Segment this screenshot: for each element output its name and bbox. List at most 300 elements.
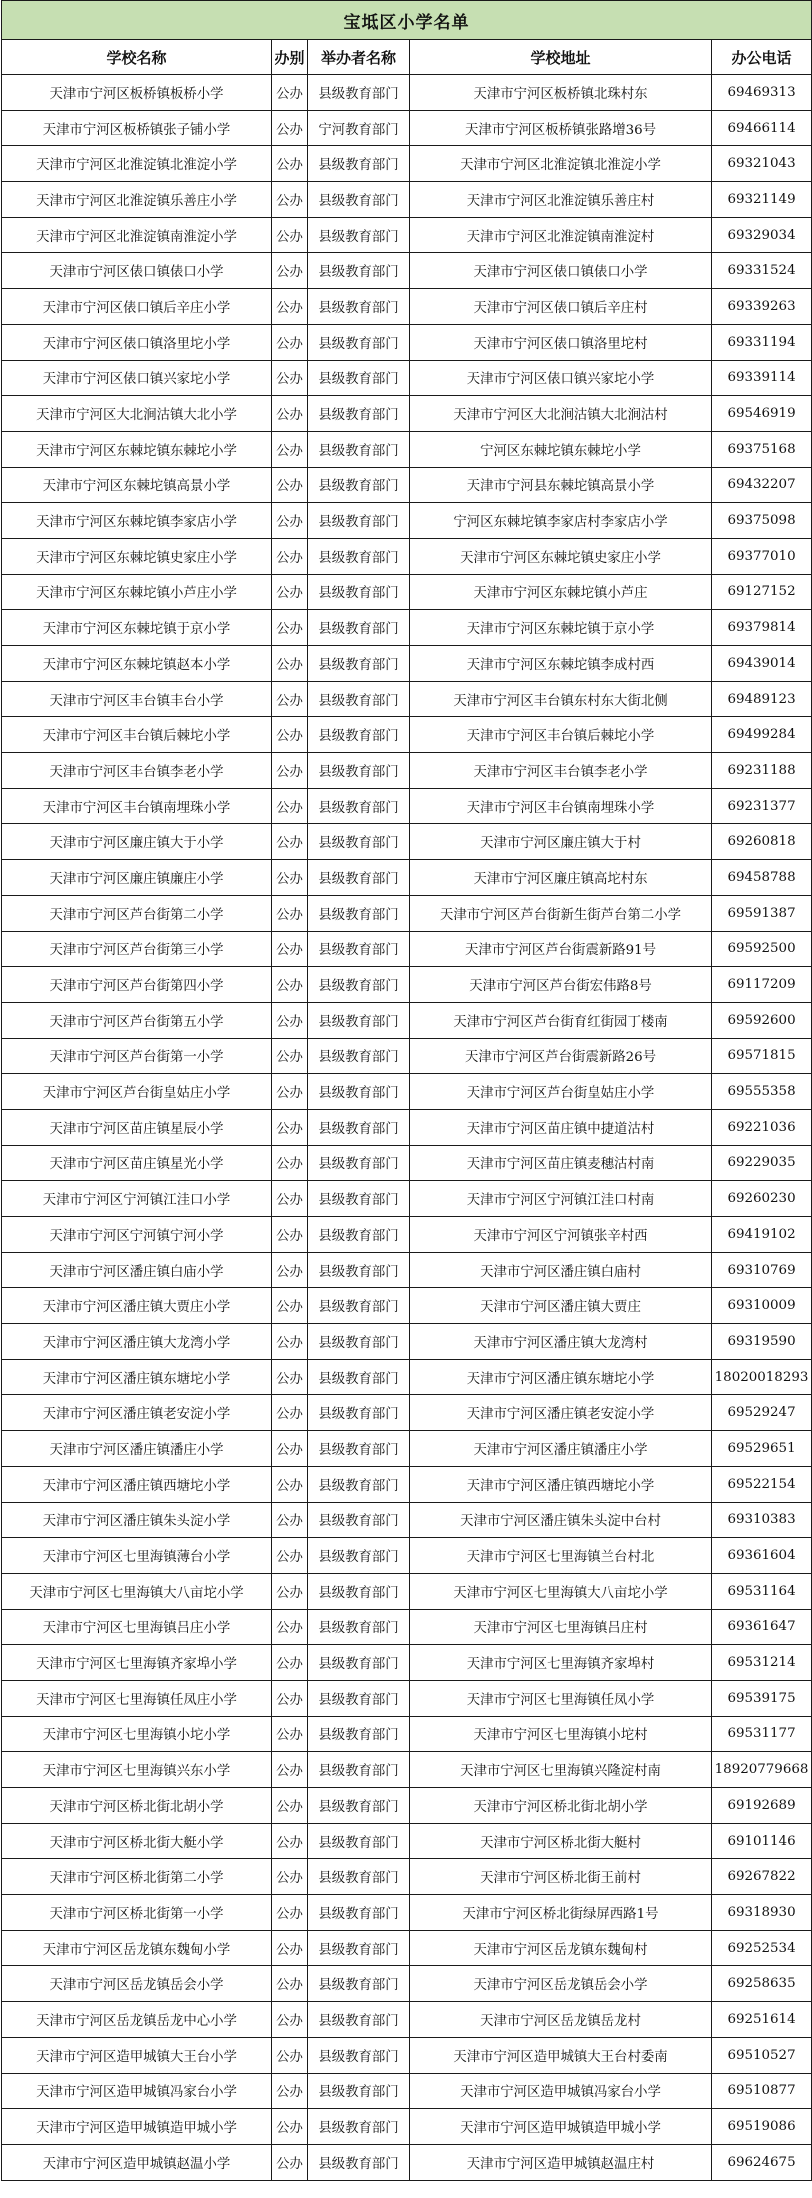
- organizer-cell: 县级教育部门: [308, 467, 410, 503]
- school-name-cell: 天津市宁河区造甲城镇造甲城小学: [2, 2109, 272, 2145]
- phone-cell: 69252534: [712, 1930, 812, 1966]
- school-name-cell: 天津市宁河区芦台街皇姑庄小学: [2, 1074, 272, 1110]
- type-cell: 公办: [272, 1538, 308, 1574]
- phone-cell: 69101146: [712, 1823, 812, 1859]
- table-row: [2, 610, 812, 646]
- school-name-cell: 天津市宁河区俵口镇洛里坨小学: [2, 324, 272, 360]
- phone-cell: 69329034: [712, 217, 812, 253]
- phone-cell: 69489123: [712, 681, 812, 717]
- table-row: [2, 2073, 812, 2109]
- type-cell: 公办: [272, 538, 308, 574]
- header-type: 办别: [272, 40, 308, 75]
- organizer-cell: 县级教育部门: [308, 1680, 410, 1716]
- school-name-cell: 天津市宁河区岳龙镇东魏甸小学: [2, 1930, 272, 1966]
- address-cell: 天津市宁河区俵口镇后辛庄村: [410, 289, 712, 325]
- type-cell: 公办: [272, 110, 308, 146]
- table-row: [2, 467, 812, 503]
- organizer-cell: 县级教育部门: [308, 360, 410, 396]
- address-cell: 天津市宁河区苗庄镇麦穗沽村南: [410, 1145, 712, 1181]
- school-name-cell: 天津市宁河区芦台街第五小学: [2, 1002, 272, 1038]
- table-row: [2, 1431, 812, 1467]
- type-cell: 公办: [272, 1038, 308, 1074]
- type-cell: 公办: [272, 646, 308, 682]
- organizer-cell: 县级教育部门: [308, 2144, 410, 2180]
- type-cell: 公办: [272, 931, 308, 967]
- address-cell: 天津市宁河区芦台街宏伟路8号: [410, 967, 712, 1003]
- type-cell: 公办: [272, 1859, 308, 1895]
- phone-cell: 69221036: [712, 1109, 812, 1145]
- address-cell: 天津市宁河区七里海镇吕庄村: [410, 1609, 712, 1645]
- table-row: [2, 360, 812, 396]
- phone-cell: 69469313: [712, 75, 812, 111]
- table-row: [2, 1252, 812, 1288]
- school-name-cell: 天津市宁河区芦台街第四小学: [2, 967, 272, 1003]
- school-name-cell: 天津市宁河区丰台镇丰台小学: [2, 681, 272, 717]
- type-cell: 公办: [272, 1573, 308, 1609]
- table-row: [2, 1680, 812, 1716]
- school-name-cell: 天津市宁河区芦台街第三小学: [2, 931, 272, 967]
- table-row: [2, 931, 812, 967]
- phone-cell: 69361647: [712, 1609, 812, 1645]
- address-cell: 天津市宁河区潘庄镇白庙村: [410, 1252, 712, 1288]
- phone-cell: 69499284: [712, 717, 812, 753]
- type-cell: 公办: [272, 217, 308, 253]
- type-cell: 公办: [272, 1716, 308, 1752]
- table-row: [2, 860, 812, 896]
- address-cell: 天津市宁河区七里海镇任凤小学: [410, 1680, 712, 1716]
- type-cell: 公办: [272, 1431, 308, 1467]
- type-cell: 公办: [272, 1895, 308, 1931]
- type-cell: 公办: [272, 2073, 308, 2109]
- organizer-cell: 县级教育部门: [308, 1573, 410, 1609]
- table-row: [2, 1573, 812, 1609]
- type-cell: 公办: [272, 182, 308, 218]
- phone-cell: 69310383: [712, 1502, 812, 1538]
- table-row: [2, 646, 812, 682]
- type-cell: 公办: [272, 289, 308, 325]
- school-name-cell: 天津市宁河区七里海镇小坨小学: [2, 1716, 272, 1752]
- phone-cell: 69531214: [712, 1645, 812, 1681]
- school-name-cell: 天津市宁河区桥北街第一小学: [2, 1895, 272, 1931]
- school-name-cell: 天津市宁河区苗庄镇星辰小学: [2, 1109, 272, 1145]
- table-row: [2, 1395, 812, 1431]
- phone-cell: 69231377: [712, 788, 812, 824]
- address-cell: 天津市宁河区岳龙镇岳会小学: [410, 1966, 712, 2002]
- phone-cell: 69321043: [712, 146, 812, 182]
- organizer-cell: 县级教育部门: [308, 931, 410, 967]
- organizer-cell: 县级教育部门: [308, 860, 410, 896]
- organizer-cell: 县级教育部门: [308, 1966, 410, 2002]
- address-cell: 天津市宁河区北淮淀镇北淮淀小学: [410, 146, 712, 182]
- address-cell: 天津市宁河区岳龙镇岳龙村: [410, 2002, 712, 2038]
- table-row: [2, 1145, 812, 1181]
- address-cell: 天津市宁河区大北涧沽镇大北涧沽村: [410, 396, 712, 432]
- type-cell: 公办: [272, 146, 308, 182]
- organizer-cell: 县级教育部门: [308, 2073, 410, 2109]
- phone-cell: 69375098: [712, 503, 812, 539]
- type-cell: 公办: [272, 360, 308, 396]
- address-cell: 天津市宁河区廉庄镇高坨村东: [410, 860, 712, 896]
- school-name-cell: 天津市宁河区俵口镇后辛庄小学: [2, 289, 272, 325]
- type-cell: 公办: [272, 753, 308, 789]
- table-row: [2, 1181, 812, 1217]
- organizer-cell: 县级教育部门: [308, 1609, 410, 1645]
- phone-cell: 69531177: [712, 1716, 812, 1752]
- table-row: [2, 431, 812, 467]
- table-row: [2, 1466, 812, 1502]
- organizer-cell: 县级教育部门: [308, 1395, 410, 1431]
- organizer-cell: 县级教育部门: [308, 324, 410, 360]
- organizer-cell: 县级教育部门: [308, 610, 410, 646]
- organizer-cell: 县级教育部门: [308, 1359, 410, 1395]
- phone-cell: 69127152: [712, 574, 812, 610]
- address-cell: 天津市宁河区丰台镇南埋珠小学: [410, 788, 712, 824]
- phone-cell: 69439014: [712, 646, 812, 682]
- header-phone: 办公电话: [712, 40, 812, 75]
- phone-cell: 69519086: [712, 2109, 812, 2145]
- address-cell: 天津市宁河区丰台镇后棘坨小学: [410, 717, 712, 753]
- phone-cell: 69321149: [712, 182, 812, 218]
- table-row: [2, 1823, 812, 1859]
- phone-cell: 69624675: [712, 2144, 812, 2180]
- school-name-cell: 天津市宁河区桥北街大艇小学: [2, 1823, 272, 1859]
- school-name-cell: 天津市宁河区潘庄镇朱头淀小学: [2, 1502, 272, 1538]
- table-row: [2, 2002, 812, 2038]
- address-cell: 天津市宁河区七里海镇齐家埠村: [410, 1645, 712, 1681]
- type-cell: 公办: [272, 324, 308, 360]
- phone-cell: 69375168: [712, 431, 812, 467]
- school-name-cell: 天津市宁河区潘庄镇西塘坨小学: [2, 1466, 272, 1502]
- phone-cell: 69571815: [712, 1038, 812, 1074]
- address-cell: 天津市宁河区廉庄镇大于村: [410, 824, 712, 860]
- type-cell: 公办: [272, 1966, 308, 2002]
- table-row: [2, 1359, 812, 1395]
- school-name-cell: 天津市宁河区俵口镇俵口小学: [2, 253, 272, 289]
- organizer-cell: 县级教育部门: [308, 182, 410, 218]
- address-cell: 天津市宁河区芦台街震新路26号: [410, 1038, 712, 1074]
- school-name-cell: 天津市宁河区七里海镇吕庄小学: [2, 1609, 272, 1645]
- school-name-cell: 天津市宁河区七里海镇大八亩坨小学: [2, 1573, 272, 1609]
- address-cell: 天津市宁河区芦台街新生街芦台第二小学: [410, 895, 712, 931]
- address-cell: 天津市宁河区潘庄镇西塘坨小学: [410, 1466, 712, 1502]
- table-title: 宝坻区小学名单: [2, 1, 812, 40]
- type-cell: 公办: [272, 860, 308, 896]
- table-row: [2, 2109, 812, 2145]
- school-name-cell: 天津市宁河区丰台镇后棘坨小学: [2, 717, 272, 753]
- type-cell: 公办: [272, 1466, 308, 1502]
- school-name-cell: 天津市宁河区潘庄镇白庙小学: [2, 1252, 272, 1288]
- organizer-cell: 县级教育部门: [308, 1181, 410, 1217]
- school-name-cell: 天津市宁河区东棘坨镇高景小学: [2, 467, 272, 503]
- table-row: [2, 1038, 812, 1074]
- address-cell: 天津市宁河区潘庄镇大龙湾村: [410, 1324, 712, 1360]
- address-cell: 天津市宁河区俵口镇俵口小学: [410, 253, 712, 289]
- table-row: [2, 2037, 812, 2073]
- table-row: [2, 75, 812, 111]
- phone-cell: 69379814: [712, 610, 812, 646]
- type-cell: 公办: [272, 2109, 308, 2145]
- phone-cell: 18920779668: [712, 1752, 812, 1788]
- type-cell: 公办: [272, 503, 308, 539]
- organizer-cell: 县级教育部门: [308, 788, 410, 824]
- type-cell: 公办: [272, 1002, 308, 1038]
- organizer-cell: 县级教育部门: [308, 1431, 410, 1467]
- school-name-cell: 天津市宁河区板桥镇张子铺小学: [2, 110, 272, 146]
- table-row: [2, 1502, 812, 1538]
- phone-cell: 69267822: [712, 1859, 812, 1895]
- address-cell: 天津市宁河区北淮淀镇南淮淀村: [410, 217, 712, 253]
- type-cell: 公办: [272, 1324, 308, 1360]
- table-row: [2, 1788, 812, 1824]
- organizer-cell: 县级教育部门: [308, 146, 410, 182]
- school-name-cell: 天津市宁河区宁河镇江洼口小学: [2, 1181, 272, 1217]
- type-cell: 公办: [272, 467, 308, 503]
- organizer-cell: 县级教育部门: [308, 396, 410, 432]
- phone-cell: 69592500: [712, 931, 812, 967]
- table-row: [2, 1859, 812, 1895]
- school-name-cell: 天津市宁河区东棘坨镇李家店小学: [2, 503, 272, 539]
- school-name-cell: 天津市宁河区七里海镇兴东小学: [2, 1752, 272, 1788]
- type-cell: 公办: [272, 788, 308, 824]
- table-row: [2, 1002, 812, 1038]
- table-row: [2, 1966, 812, 2002]
- address-cell: 天津市宁河区芦台街震新路91号: [410, 931, 712, 967]
- organizer-cell: 县级教育部门: [308, 1074, 410, 1110]
- address-cell: 天津市宁河区俵口镇兴家坨小学: [410, 360, 712, 396]
- organizer-cell: 县级教育部门: [308, 2002, 410, 2038]
- table-row: [2, 967, 812, 1003]
- type-cell: 公办: [272, 1609, 308, 1645]
- organizer-cell: 县级教育部门: [308, 1002, 410, 1038]
- table-row: [2, 788, 812, 824]
- school-name-cell: 天津市宁河区芦台街第二小学: [2, 895, 272, 931]
- address-cell: 天津市宁河区宁河镇张辛村西: [410, 1217, 712, 1253]
- phone-cell: 69260818: [712, 824, 812, 860]
- phone-cell: 69419102: [712, 1217, 812, 1253]
- school-name-cell: 天津市宁河区桥北街北胡小学: [2, 1788, 272, 1824]
- type-cell: 公办: [272, 1288, 308, 1324]
- address-cell: 天津市宁河区潘庄镇朱头淀中台村: [410, 1502, 712, 1538]
- organizer-cell: 县级教育部门: [308, 1145, 410, 1181]
- organizer-cell: 县级教育部门: [308, 289, 410, 325]
- school-name-cell: 天津市宁河区东棘坨镇小芦庄小学: [2, 574, 272, 610]
- organizer-cell: 县级教育部门: [308, 1859, 410, 1895]
- address-cell: 天津市宁河区潘庄镇大贾庄: [410, 1288, 712, 1324]
- address-cell: 天津市宁河区七里海镇兰台村北: [410, 1538, 712, 1574]
- address-cell: 天津市宁河县东棘坨镇高景小学: [410, 467, 712, 503]
- school-name-cell: 天津市宁河区东棘坨镇东棘坨小学: [2, 431, 272, 467]
- school-name-cell: 天津市宁河区岳龙镇岳会小学: [2, 1966, 272, 2002]
- type-cell: 公办: [272, 1145, 308, 1181]
- phone-cell: 69466114: [712, 110, 812, 146]
- address-cell: 天津市宁河区七里海镇兴隆淀村南: [410, 1752, 712, 1788]
- organizer-cell: 县级教育部门: [308, 681, 410, 717]
- type-cell: 公办: [272, 717, 308, 753]
- phone-cell: 69592600: [712, 1002, 812, 1038]
- address-cell: 天津市宁河区东棘坨镇李成村西: [410, 646, 712, 682]
- type-cell: 公办: [272, 1074, 308, 1110]
- school-name-cell: 天津市宁河区北淮淀镇南淮淀小学: [2, 217, 272, 253]
- address-cell: 天津市宁河区苗庄镇中捷道沽村: [410, 1109, 712, 1145]
- table-row: [2, 503, 812, 539]
- address-cell: 天津市宁河区板桥镇北珠村东: [410, 75, 712, 111]
- school-name-cell: 天津市宁河区潘庄镇大龙湾小学: [2, 1324, 272, 1360]
- address-cell: 天津市宁河区丰台镇东村东大街北侧: [410, 681, 712, 717]
- address-cell: 天津市宁河区潘庄镇老安淀小学: [410, 1395, 712, 1431]
- table-row: [2, 824, 812, 860]
- organizer-cell: 县级教育部门: [308, 217, 410, 253]
- table-row: [2, 1895, 812, 1931]
- table-row: [2, 1716, 812, 1752]
- phone-cell: 69331524: [712, 253, 812, 289]
- school-name-cell: 天津市宁河区廉庄镇廉庄小学: [2, 860, 272, 896]
- table-row: [2, 1288, 812, 1324]
- school-name-cell: 天津市宁河区造甲城镇冯家台小学: [2, 2073, 272, 2109]
- phone-cell: 69529651: [712, 1431, 812, 1467]
- phone-cell: 69258635: [712, 1966, 812, 2002]
- address-cell: 天津市宁河区芦台街皇姑庄小学: [410, 1074, 712, 1110]
- table-row: [2, 538, 812, 574]
- type-cell: 公办: [272, 75, 308, 111]
- type-cell: 公办: [272, 1930, 308, 1966]
- address-cell: 天津市宁河区板桥镇张路增36号: [410, 110, 712, 146]
- address-cell: 天津市宁河区俵口镇洛里坨村: [410, 324, 712, 360]
- school-name-cell: 天津市宁河区板桥镇板桥小学: [2, 75, 272, 111]
- header-address: 学校地址: [410, 40, 712, 75]
- type-cell: 公办: [272, 1109, 308, 1145]
- phone-cell: 69361604: [712, 1538, 812, 1574]
- address-cell: 天津市宁河区宁河镇江洼口村南: [410, 1181, 712, 1217]
- school-name-cell: 天津市宁河区东棘坨镇史家庄小学: [2, 538, 272, 574]
- address-cell: 天津市宁河区北淮淀镇乐善庄村: [410, 182, 712, 218]
- organizer-cell: 县级教育部门: [308, 1645, 410, 1681]
- type-cell: 公办: [272, 1788, 308, 1824]
- header-organizer: 举办者名称: [308, 40, 410, 75]
- phone-cell: 69531164: [712, 1573, 812, 1609]
- phone-cell: 69591387: [712, 895, 812, 931]
- organizer-cell: 县级教育部门: [308, 1466, 410, 1502]
- phone-cell: 69260230: [712, 1181, 812, 1217]
- school-name-cell: 天津市宁河区芦台街第一小学: [2, 1038, 272, 1074]
- table-row: [2, 396, 812, 432]
- address-cell: 天津市宁河区桥北街王前村: [410, 1859, 712, 1895]
- organizer-cell: 县级教育部门: [308, 1252, 410, 1288]
- address-cell: 宁河区东棘坨镇东棘坨小学: [410, 431, 712, 467]
- type-cell: 公办: [272, 824, 308, 860]
- address-cell: 天津市宁河区岳龙镇东魏甸村: [410, 1930, 712, 1966]
- phone-cell: 69510527: [712, 2037, 812, 2073]
- school-name-cell: 天津市宁河区丰台镇南埋珠小学: [2, 788, 272, 824]
- table-row: [2, 289, 812, 325]
- phone-cell: 69377010: [712, 538, 812, 574]
- organizer-cell: 县级教育部门: [308, 75, 410, 111]
- organizer-cell: 县级教育部门: [308, 1930, 410, 1966]
- phone-cell: 69458788: [712, 860, 812, 896]
- organizer-cell: 县级教育部门: [308, 1752, 410, 1788]
- organizer-cell: 县级教育部门: [308, 824, 410, 860]
- school-name-cell: 天津市宁河区造甲城镇大王台小学: [2, 2037, 272, 2073]
- address-cell: 天津市宁河区芦台街育红街园丁楼南: [410, 1002, 712, 1038]
- type-cell: 公办: [272, 2144, 308, 2180]
- organizer-cell: 县级教育部门: [308, 1538, 410, 1574]
- phone-cell: 69319590: [712, 1324, 812, 1360]
- table-row: [2, 110, 812, 146]
- phone-cell: 69310009: [712, 1288, 812, 1324]
- type-cell: 公办: [272, 1181, 308, 1217]
- organizer-cell: 县级教育部门: [308, 2109, 410, 2145]
- address-cell: 天津市宁河区东棘坨镇于京小学: [410, 610, 712, 646]
- address-cell: 天津市宁河区桥北街北胡小学: [410, 1788, 712, 1824]
- address-cell: 宁河区东棘坨镇李家店村李家店小学: [410, 503, 712, 539]
- address-cell: 天津市宁河区潘庄镇潘庄小学: [410, 1431, 712, 1467]
- address-cell: 天津市宁河区造甲城镇大王台村委南: [410, 2037, 712, 2073]
- organizer-cell: 县级教育部门: [308, 574, 410, 610]
- table-row: [2, 574, 812, 610]
- organizer-cell: 县级教育部门: [308, 1895, 410, 1931]
- school-name-cell: 天津市宁河区潘庄镇潘庄小学: [2, 1431, 272, 1467]
- type-cell: 公办: [272, 1645, 308, 1681]
- school-table: [1, 0, 812, 2181]
- school-name-cell: 天津市宁河区造甲城镇赵温小学: [2, 2144, 272, 2180]
- type-cell: 公办: [272, 1359, 308, 1395]
- table-row: [2, 1752, 812, 1788]
- type-cell: 公办: [272, 431, 308, 467]
- table-row: [2, 1324, 812, 1360]
- table-row: [2, 753, 812, 789]
- type-cell: 公办: [272, 1395, 308, 1431]
- phone-cell: 69546919: [712, 396, 812, 432]
- type-cell: 公办: [272, 1502, 308, 1538]
- type-cell: 公办: [272, 253, 308, 289]
- type-cell: 公办: [272, 1217, 308, 1253]
- phone-cell: 69432207: [712, 467, 812, 503]
- type-cell: 公办: [272, 1823, 308, 1859]
- organizer-cell: 县级教育部门: [308, 646, 410, 682]
- phone-cell: 69331194: [712, 324, 812, 360]
- table-row: [2, 1109, 812, 1145]
- phone-cell: 69117209: [712, 967, 812, 1003]
- phone-cell: 69555358: [712, 1074, 812, 1110]
- table-row: [2, 1538, 812, 1574]
- type-cell: 公办: [272, 895, 308, 931]
- school-name-cell: 天津市宁河区宁河镇宁河小学: [2, 1217, 272, 1253]
- organizer-cell: 县级教育部门: [308, 538, 410, 574]
- school-name-cell: 天津市宁河区潘庄镇大贾庄小学: [2, 1288, 272, 1324]
- phone-cell: 18020018293: [712, 1359, 812, 1395]
- type-cell: 公办: [272, 2002, 308, 2038]
- school-name-cell: 天津市宁河区七里海镇任凤庄小学: [2, 1680, 272, 1716]
- phone-cell: 69229035: [712, 1145, 812, 1181]
- address-cell: 天津市宁河区造甲城镇冯家台小学: [410, 2073, 712, 2109]
- table-row: [2, 895, 812, 931]
- address-cell: 天津市宁河区七里海镇大八亩坨小学: [410, 1573, 712, 1609]
- organizer-cell: 宁河教育部门: [308, 110, 410, 146]
- table-row: [2, 182, 812, 218]
- school-name-cell: 天津市宁河区丰台镇李老小学: [2, 753, 272, 789]
- phone-cell: 69310769: [712, 1252, 812, 1288]
- table-row: [2, 1609, 812, 1645]
- school-name-cell: 天津市宁河区大北涧沽镇大北小学: [2, 396, 272, 432]
- organizer-cell: 县级教育部门: [308, 753, 410, 789]
- school-name-cell: 天津市宁河区苗庄镇星光小学: [2, 1145, 272, 1181]
- school-name-cell: 天津市宁河区七里海镇齐家埠小学: [2, 1645, 272, 1681]
- table-row: [2, 1930, 812, 1966]
- type-cell: 公办: [272, 610, 308, 646]
- school-name-cell: 天津市宁河区东棘坨镇赵本小学: [2, 646, 272, 682]
- table-row: [2, 253, 812, 289]
- school-name-cell: 天津市宁河区七里海镇薄台小学: [2, 1538, 272, 1574]
- table-row: [2, 1645, 812, 1681]
